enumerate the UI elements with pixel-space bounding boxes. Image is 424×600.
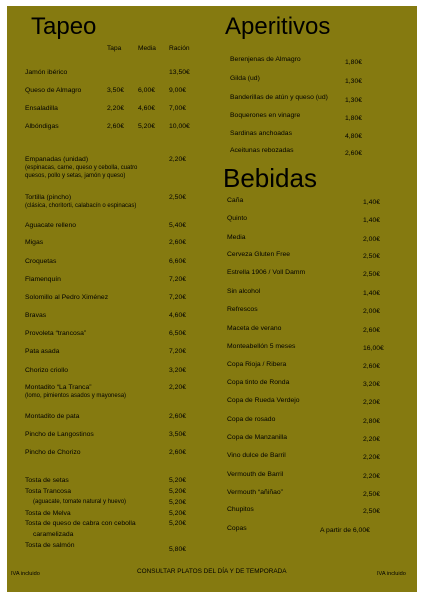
tapeo-title: Tapeo	[31, 13, 97, 40]
tosta-item-name: caramelizada	[33, 531, 74, 538]
bebida-item-price: 2,50€	[363, 253, 381, 260]
tapeo-item-name: Flamenquín	[25, 276, 61, 283]
footer-right: IVA incluido	[377, 571, 406, 577]
bebida-item-price: 1,40€	[363, 199, 381, 206]
footer-left: IVA incluido	[11, 571, 40, 577]
tapeo-item-name: Bravas	[25, 312, 47, 319]
bebida-item-name: Monteabellón 5 meses	[227, 343, 296, 350]
tosta-item-price: 5,20€	[169, 510, 187, 517]
tapeo-item-tapa-price: 2,60€	[107, 123, 125, 130]
tosta-item-price: 5,80€	[169, 546, 187, 553]
tapeo-item-price: 7,20€	[169, 276, 187, 283]
tapeo-item-name: Croquetas	[25, 258, 57, 265]
bebida-item-price: 2,80€	[363, 418, 381, 425]
bebida-item-name: Vermouth “añiñao”	[227, 489, 283, 496]
col-header-racion: Ración	[169, 45, 190, 52]
bebida-item-name: Copa Rioja / Ribera	[227, 361, 287, 368]
tapeo-item-tapa-price: 3,50€	[107, 87, 125, 94]
tapeo-item-name: Montadito “La Tranca”	[25, 384, 92, 391]
tapeo-item-price: 6,50€	[169, 330, 187, 337]
bebida-item-price: 2,00€	[363, 308, 381, 315]
tapeo-item-name: Provoleta “trancosa”	[25, 330, 87, 337]
bebida-item-price: 2,20€	[363, 436, 381, 443]
col-header-media: Media	[138, 45, 156, 52]
bebidas-title: Bebidas	[223, 163, 317, 193]
bebida-item-price: 2,50€	[363, 508, 381, 515]
aperitivo-item-name: Gilda (ud)	[230, 75, 260, 82]
tosta-item-name: Tosta de Melva	[25, 510, 71, 517]
tapeo-item-name: Pata asada	[25, 348, 60, 355]
bebida-item-price: 1,40€	[363, 290, 381, 297]
aperitivo-item-name: Sardinas anchoadas	[230, 130, 292, 137]
tapeo-item-racion-price: 10,00€	[169, 123, 190, 130]
tapeo-item-price: 7,20€	[169, 294, 187, 301]
bebida-item-name: Copa de Manzanilla	[227, 434, 288, 441]
bebida-item-price: 2,00€	[363, 236, 381, 243]
tapeo-item-name: Queso de Almagro	[25, 87, 82, 94]
tapeo-item-name: Migas	[25, 239, 44, 246]
tosta-item-name: Tosta de salmón	[25, 542, 75, 549]
footer-center: CONSULTAR PLATOS DEL DÍA Y DE TEMPORADA	[137, 568, 287, 575]
bebida-item-name: Caña	[227, 197, 244, 204]
tosta-item-price: 5,20€	[169, 488, 187, 495]
tapeo-item-name: Albóndigas	[25, 123, 59, 130]
bebida-item-name: Copa tinto de Ronda	[227, 379, 290, 386]
tapeo-item-price: 2,20€	[169, 156, 187, 163]
bebida-item-name: Quinto	[227, 215, 248, 222]
bebida-item-price: 1,40€	[363, 217, 381, 224]
bebida-item-name: Copa de rosado	[227, 416, 276, 423]
bebida-item-price: 2,20€	[363, 454, 381, 461]
tapeo-item-name: Chorizo criollo	[25, 367, 69, 374]
aperitivo-item-price: 1,30€	[345, 97, 363, 104]
bebida-item-name: Copas	[227, 525, 247, 532]
bebida-item-price: 2,60€	[363, 363, 381, 370]
tapeo-item-media-price: 4,60€	[138, 105, 156, 112]
aperitivo-item-price: 2,60€	[345, 150, 363, 157]
bebida-item-name: Estrella 1906 / Voll Damm	[227, 269, 306, 276]
tapeo-item-price: 3,50€	[169, 431, 187, 438]
bebida-item-name: Vino dulce de Barril	[227, 452, 286, 459]
tapeo-item-description: quesos, pollo y setas, jamón y queso)	[25, 173, 126, 179]
tapeo-item-price: 2,20€	[169, 384, 187, 391]
tapeo-item-description: (clásica, choritorti, calabacín o espinacas)	[25, 203, 137, 209]
bebida-item-price: 2,60€	[363, 327, 381, 334]
aperitivo-item-price: 4,80€	[345, 133, 363, 140]
tapeo-item-media-price: 5,20€	[138, 123, 156, 130]
bebida-item-name: Media	[227, 234, 246, 241]
aperitivo-item-price: 1,80€	[345, 59, 363, 66]
tosta-item-name: Tosta Trancosa	[25, 488, 72, 495]
tapeo-item-price: 2,60€	[169, 449, 187, 456]
tapeo-item-name: Ensaladilla	[25, 105, 58, 112]
tosta-item-price: 5,20€	[169, 477, 187, 484]
tapeo-item-price: 3,20€	[169, 367, 187, 374]
bebida-item-name: Sin alcohol	[227, 288, 261, 295]
bebida-item-name: Maceta de verano	[227, 325, 282, 332]
aperitivo-item-name: Aceitunas rebozadas	[230, 147, 294, 154]
tapeo-item-price: 7,20€	[169, 348, 187, 355]
bebida-item-name: Chupitos	[227, 506, 254, 513]
bebida-item-price: 2,50€	[363, 491, 381, 498]
tapeo-item-price: 6,60€	[169, 258, 187, 265]
tapeo-item-price: 2,50€	[169, 194, 187, 201]
bebida-item-name: Refrescos	[227, 306, 258, 313]
tapeo-item-price: 2,60€	[169, 413, 187, 420]
tapeo-item-tapa-price: 2,20€	[107, 105, 125, 112]
aperitivo-item-price: 1,30€	[345, 78, 363, 85]
bebida-item-price: 3,20€	[363, 381, 381, 388]
tapeo-item-name: Montadito de pata	[25, 413, 80, 420]
tosta-item-name: (aguacate, tomate natural y huevo)	[33, 499, 127, 505]
tapeo-item-name: Aguacate relleno	[25, 222, 77, 229]
tapeo-item-name: Pincho de Chorizo	[25, 449, 81, 456]
tapeo-item-name: Pincho de Langostinos	[25, 431, 94, 438]
tapeo-item-description: (lomo, pimientos asados y mayonesa)	[25, 393, 127, 399]
tosta-item-name: Tosta de queso de cabra con cebolla	[25, 520, 136, 527]
bebida-item-price: 2,50€	[363, 271, 381, 278]
aperitivo-item-price: 1,80€	[345, 115, 363, 122]
tosta-item-name: Tosta de setas	[25, 477, 69, 484]
aperitivo-item-name: Berenjenas de Almagro	[230, 56, 301, 63]
tapeo-item-price: 5,40€	[169, 222, 187, 229]
tapeo-item-name: Jamón ibérico	[25, 69, 68, 76]
tosta-item-price: 5,20€	[169, 499, 187, 506]
tapeo-item-racion-price: 9,00€	[169, 87, 187, 94]
aperitivos-title: Aperitivos	[225, 13, 331, 40]
tapeo-item-racion-price: 7,00€	[169, 105, 187, 112]
bebida-item-price: A partir de 6,00€	[320, 527, 370, 534]
aperitivo-item-name: Banderillas de atún y queso (ud)	[230, 94, 328, 101]
tapeo-item-price: 4,60€	[169, 312, 187, 319]
tosta-item-price: 5,20€	[169, 520, 187, 527]
aperitivo-item-name: Boquerones en vinagre	[230, 112, 301, 119]
tapeo-item-media-price: 6,00€	[138, 87, 156, 94]
bebida-item-price: 2,20€	[363, 473, 381, 480]
tapeo-item-name: Tortilla (pincho)	[25, 194, 72, 201]
bebida-item-name: Cerveza Gluten Free	[227, 251, 291, 258]
tapeo-item-price: 2,60€	[169, 239, 187, 246]
tapeo-item-racion-price: 13,50€	[169, 69, 190, 76]
bebida-item-price: 16,00€	[363, 345, 384, 352]
bebida-item-name: Vermouth de Barril	[227, 471, 284, 478]
tapeo-item-description: (espinacas, carne, queso y cebolla, cuatro	[25, 165, 138, 171]
col-header-tapa: Tapa	[107, 45, 122, 52]
bebida-item-name: Copa de Rueda Verdejo	[227, 397, 300, 404]
menu-page	[7, 6, 417, 592]
bebida-item-price: 2,20€	[363, 399, 381, 406]
tapeo-item-name: Solomillo al Pedro Ximénez	[25, 294, 109, 301]
tapeo-item-name: Empanadas (unidad)	[25, 156, 89, 163]
